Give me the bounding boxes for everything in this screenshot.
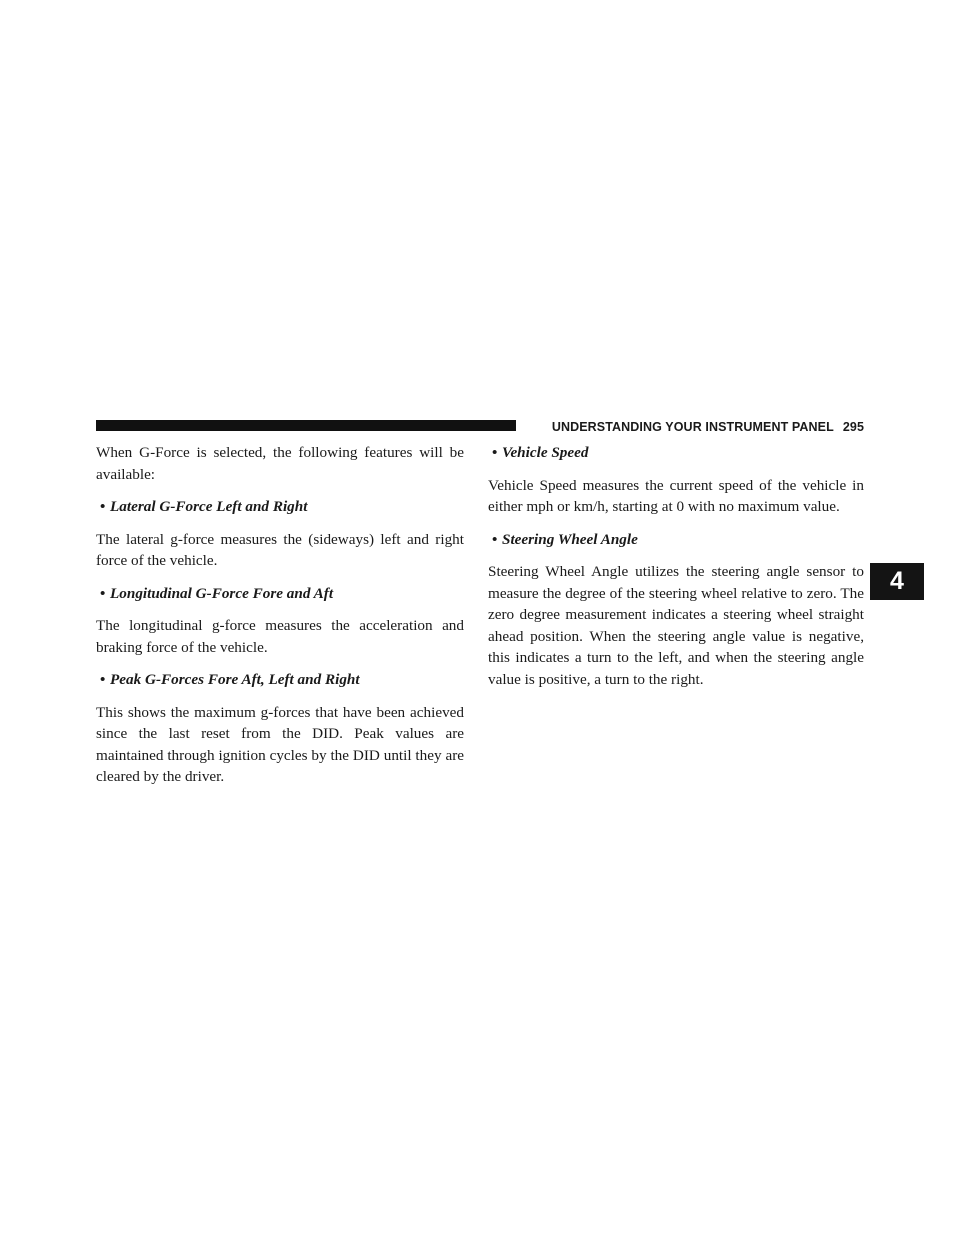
peak-g-forces-paragraph: This shows the maximum g-forces that have been achieved since the last reset from the DID. Peak values are maintained through ignition cycles by the DID until they are cleared by the driver. <box>96 703 464 785</box>
longitudinal-g-force-paragraph: The longitudinal g-force measures the acceleration and braking force of the vehicle. <box>96 617 464 656</box>
left-column <box>96 442 464 799</box>
bullet-lateral-g-force <box>96 496 464 518</box>
intro-paragraph: When G-Force is selected, the following features will be available: <box>96 444 464 483</box>
chapter-tab: 4 <box>870 563 924 600</box>
bullet-dot-icon: • <box>100 671 106 688</box>
header-rule <box>96 420 516 431</box>
bullet-dot-icon: • <box>492 444 498 461</box>
steering-wheel-angle-paragraph: Steering Wheel Angle utilizes the steering angle sensor to measure the degree of the steering wheel relative to zero. The zero degree measurement indicates a steering wheel straight ahead position. When the steering angle value is negative, this indicates a turn to the left, and when the steering angle value is positive, a turn to the right. <box>488 563 864 688</box>
bullet-dot-icon: • <box>492 530 498 548</box>
bullet-peak-g-forces <box>96 669 464 691</box>
bullet-steering-wheel-angle <box>488 529 864 551</box>
bullet-label: Peak G-Forces Fore Aft, Left and Right <box>110 671 360 688</box>
bullet-dot-icon: • <box>100 584 106 602</box>
bullet-dot-icon: • <box>100 498 106 515</box>
vehicle-speed-paragraph: Vehicle Speed measures the current speed of the vehicle in either mph or km/h, starting at 0 with no maximum value. <box>488 476 864 515</box>
page-number: 295 <box>842 420 864 434</box>
right-column <box>488 442 864 701</box>
bullet-label: Vehicle Speed <box>502 444 589 461</box>
lateral-g-force-paragraph: The lateral g-force measures the (sideways) left and right force of the vehicle. <box>96 530 464 569</box>
bullet-longitudinal-g-force <box>96 583 464 605</box>
bullet-label: Steering Wheel Angle <box>502 530 638 548</box>
bullet-label: Longitudinal G-Force Fore and Aft <box>110 584 334 602</box>
section-title: UNDERSTANDING YOUR INSTRUMENT PANEL <box>551 420 834 434</box>
running-header <box>524 419 864 435</box>
bullet-vehicle-speed <box>488 442 864 464</box>
bullet-label: Lateral G-Force Left and Right <box>110 498 308 515</box>
